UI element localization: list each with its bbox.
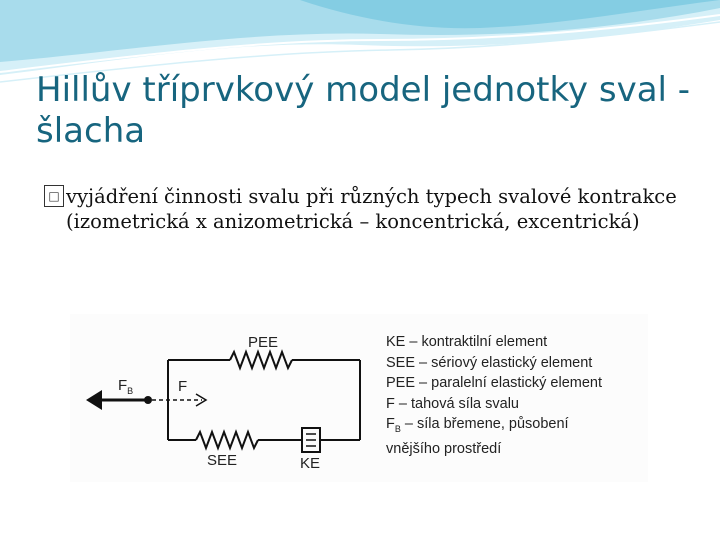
label-see: SEE bbox=[207, 452, 238, 469]
legend-item: $F_B$ – síla břemene, působení bbox=[386, 416, 569, 434]
legend-item: KE – kontraktilní element bbox=[386, 334, 548, 350]
bullet-text: vyjádření činnosti svalu při různých typech svalové kontrakce (izometrická x anizometrická – koncentrická, excentrická) bbox=[66, 185, 677, 233]
ke-element bbox=[302, 428, 320, 452]
bullet-box-icon: □ bbox=[44, 185, 64, 207]
bullet-item bbox=[44, 184, 706, 234]
legend-item: PEE – paralelní elastický element bbox=[386, 375, 602, 391]
pee-spring bbox=[230, 352, 292, 368]
hill-model-figure bbox=[70, 314, 648, 482]
diagram-legend bbox=[386, 332, 648, 460]
label-pee: PEE bbox=[248, 334, 279, 351]
node-dot bbox=[144, 396, 152, 404]
legend-item: vnějšího prostředí bbox=[386, 441, 502, 458]
legend-item: SEE – sériový elastický element bbox=[386, 354, 593, 371]
legend-item: F – tahová síla svalu bbox=[386, 395, 519, 412]
label-f: F bbox=[178, 378, 188, 395]
slide-title: Hillův tříprvkový model jednotky sval - šlacha bbox=[36, 70, 691, 151]
arrow-left-icon bbox=[86, 390, 102, 410]
label-fb: $F_B$ bbox=[118, 377, 134, 396]
label-ke: KE bbox=[300, 455, 321, 472]
see-spring bbox=[196, 432, 258, 448]
